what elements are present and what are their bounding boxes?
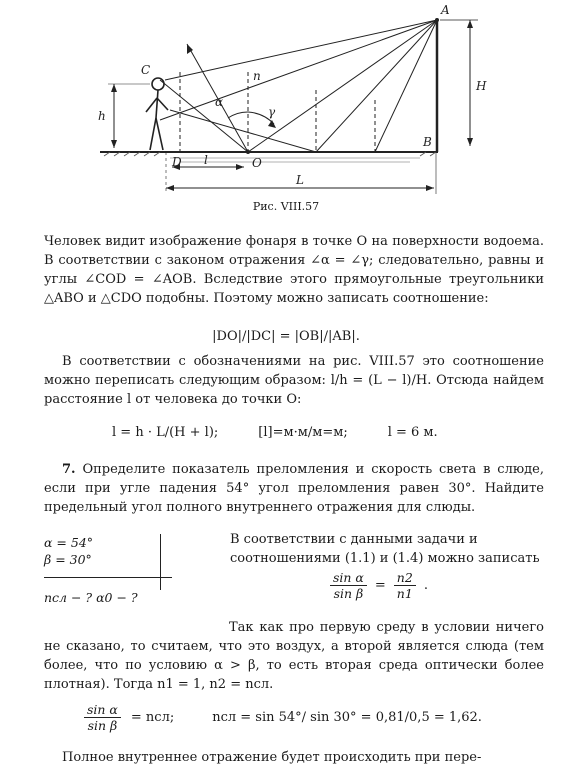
equation-1: |DO|/|DC| = |OB|/|AB|. [212,329,360,344]
label-gamma: γ [268,105,276,119]
label-l: l [204,153,208,167]
problem-number: 7. [62,462,76,477]
given-block [44,534,164,568]
equation-3-row [84,702,482,733]
problem-7 [44,460,544,517]
paragraph-2: В соответствии с обозначениями на рис. VIII.57 это соотношение можно переписать следующим образом: l/h = (L − l)/H. Отсюда найдем расстояние l от человека до точки O: [44,354,544,407]
given-alpha: α = 54° [44,535,94,550]
label-h: h [98,109,106,123]
label-B: B [423,135,432,149]
equation-2c: l = 6 м. [387,425,438,440]
figure-caption: Рис. VIII.57 [252,200,320,213]
given-beta: β = 30° [44,552,92,567]
equation-3-result: nсл = sin 54°/ sin 30° = 0,81/0,5 = 1,62. [212,710,482,725]
fraction-sin-2: $\frac{\text{sin α}}{\text{sin β}}$ [84,702,121,733]
solution-1: В соответствии с данными задачи и соотношениями (1.1) и (1.4) можно записать [230,532,540,566]
paragraph-last: Полное внутреннее отражение будет происходить при пере- [62,750,482,765]
fraction-sin: $\frac{\text{sin α}}{\text{sin β}}$ [330,570,367,601]
label-n: n [253,69,261,83]
label-D: D [172,155,182,169]
equation-2-row [112,425,438,440]
paragraph-1: Человек видит изображение фонаря в точке O на поверхности водоема. В соответствии с законом отражения ∠α = ∠γ; следовательно, равны и углы ∠COD = ∠AOB. Вследствие этого прямоугольные треугольники △ABO и △CDO подобны. Поэтому можно записать соотношение: [44,234,544,306]
label-C: C [141,63,151,77]
find-block: nсл − ? α0 − ? [44,590,138,605]
equation-3-rhs: = nсл; [130,710,175,725]
label-A: A [441,3,450,17]
label-O: O [252,156,262,170]
label-H: H [476,79,487,93]
fraction-n: $\frac{n2}{n1}$ [394,570,416,601]
given-divider-vertical [160,534,161,590]
fraction-equation: $\frac{\text{sin α}}{\text{sin β}}$ = $\frac{n2}{n1}$ . [330,570,428,601]
equation-2b: [l]=м·м/м=м; [258,425,348,440]
solution-2: Так как про первую среду в условии ничего не сказано, то считаем, что это воздух, а второй является слюда (тем более, что по условию α > β, то есть вторая среда оптически более плотная). Тогда n1 = 1, n2 = nсл. [44,620,544,692]
given-divider-horizontal [44,577,172,578]
label-alpha: α [215,95,224,109]
label-L: L [296,173,304,187]
equation-2a: l = h · L/(H + l); [112,425,219,440]
problem-text: Определите показатель преломления и скорость света в слюде, если при угле падения 54° угол преломления равен 30°. Найдите предельный угол полного внутреннего отражения для слюды. [44,462,544,515]
figure-diagram [0,0,572,200]
